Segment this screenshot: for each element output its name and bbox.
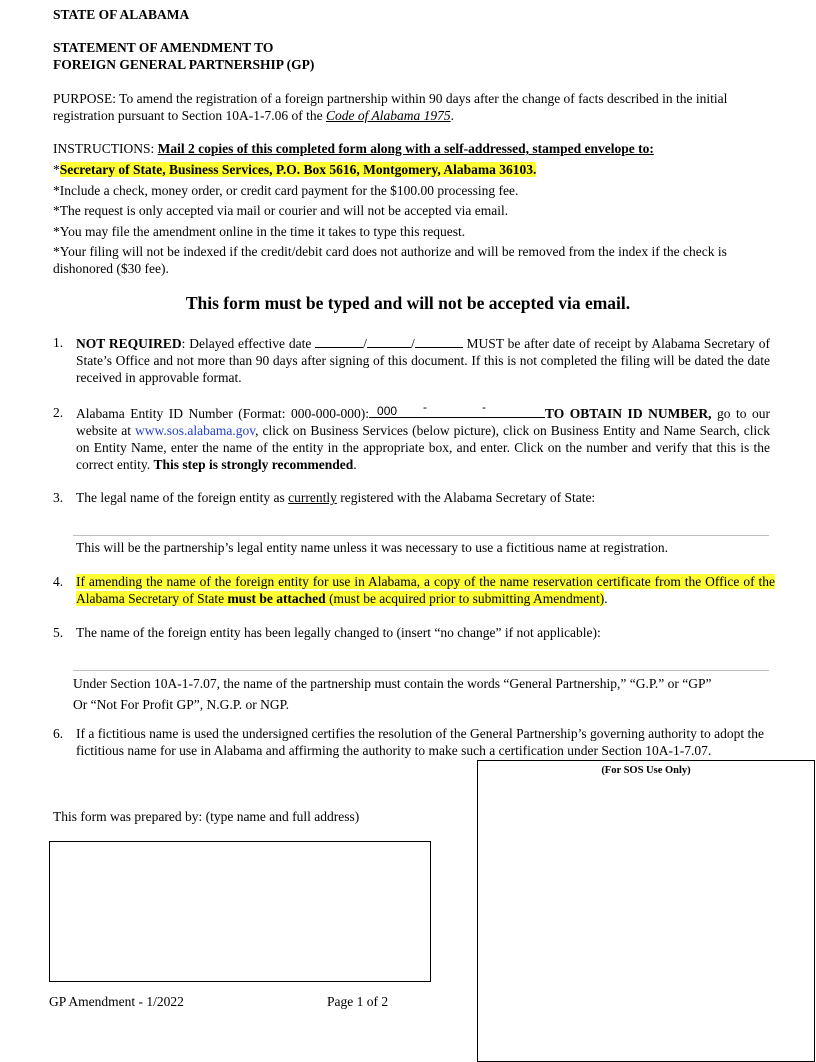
date-slash: / — [410, 336, 415, 351]
form-title-line2: FOREIGN GENERAL PARTNERSHIP (GP) — [53, 57, 315, 72]
prepared-by-input-box[interactable] — [49, 841, 431, 982]
instruction-bullet: *Include a check, money order, or credit card payment for the $100.00 processing fee. — [53, 183, 519, 198]
purpose-text-end: . — [450, 108, 454, 123]
purpose-text: PURPOSE: To amend the registration of a foreign partnership within 90 days after the change of facts described in the initial registration pursuant to Section 10A-1-7.06 of the — [53, 91, 728, 123]
instruction-bullet: *The request is only accepted via mail or courier and will not be accepted via email. — [53, 203, 509, 218]
item1-text-continued: MUST be after date of receipt by Alabama Secretary of State’s Office and not more than 90 days after signing of this document. If this is not completed the filing will be dated the date received in approvable format. — [76, 336, 770, 385]
instruction-bullet: *You may file the amendment online in the time it takes to type this request. — [53, 224, 466, 239]
form-version-footer: GP Amendment - 1/2022 — [49, 994, 184, 1009]
entity-id-dash: - — [482, 400, 487, 414]
item3-text-continued: registered with the Alabama Secretary of State: — [336, 490, 596, 505]
entity-id-dash: - — [423, 400, 428, 414]
naming-rule-note-line1: Under Section 10A-1-7.07, the name of the partnership must contain the words “General Partnership,” “G.P.” or “GP” — [73, 676, 712, 691]
must-be-attached-text: must be attached — [227, 591, 326, 606]
code-of-alabama-reference: Code of Alabama 1975 — [325, 108, 451, 123]
legal-name-field[interactable] — [73, 535, 769, 536]
item6-text: If a fictitious name is used the undersigned certifies the resolution of the General Partnership’s governing authority to adopt the fictitious name for use in Alabama and affirming the authority to make such a certification under Section 10A-1-7.07. — [76, 726, 764, 758]
item-number: 4. — [53, 574, 64, 589]
address-asterisk: * — [53, 162, 60, 177]
state-heading: STATE OF ALABAMA — [53, 7, 190, 22]
instructions-label: INSTRUCTIONS: — [53, 141, 158, 156]
instructions-mail-text: Mail 2 copies of this completed form along with a self-addressed, stamped envelope to: — [157, 141, 654, 156]
currently-text: currently — [288, 490, 337, 505]
mailing-address: Secretary of State, Business Services, P.O. Box 5616, Montgomery, Alabama 36103. — [59, 162, 537, 177]
item1-paragraph — [76, 334, 770, 386]
item4-text-continued: (must be acquired prior to submitting Amendment) — [325, 591, 605, 606]
item4-paragraph — [76, 573, 775, 607]
purpose-paragraph — [53, 90, 765, 124]
sos-website-link[interactable]: www.sos.alabama.gov — [135, 423, 256, 438]
item3-text: The legal name of the foreign entity as — [76, 490, 289, 505]
item2-paragraph — [76, 400, 771, 473]
new-name-field[interactable] — [73, 670, 769, 671]
not-required-label: NOT REQUIRED — [76, 336, 182, 351]
naming-rule-note-line2: Or “Not For Profit GP”, N.G.P. or NGP. — [73, 697, 290, 712]
effective-date-day-field[interactable] — [367, 334, 411, 348]
item4-period: . — [604, 591, 608, 606]
item2-text-continued: , click on Business Services (below picture), click on Business Entity and Name Search, click on Entity Name, enter the name of the entity in the appropriate box, and enter. Click on the number and verify that this is the correct entity. — [76, 423, 771, 472]
item5-text: The name of the foreign entity has been legally changed to (insert “no change” if not applicable): — [76, 625, 601, 640]
entity-id-field[interactable] — [369, 400, 545, 418]
sos-use-only-box — [477, 760, 815, 1062]
obtain-id-label: TO OBTAIN ID NUMBER, — [545, 406, 712, 421]
item1-text: : Delayed effective date — [181, 336, 316, 351]
instruction-bullet: *Your filing will not be indexed if the credit/debit card does not authorize and will be removed from the index if the check is dishonored ($30 fee). — [53, 244, 727, 276]
item-number: 6. — [53, 726, 64, 741]
sos-use-only-label: (For SOS Use Only) — [601, 765, 691, 776]
instructions-line — [53, 140, 765, 157]
page-number-footer: Page 1 of 2 — [327, 994, 389, 1009]
item2-text: go to our website at — [76, 406, 770, 438]
item-number: 1. — [53, 335, 64, 350]
legal-name-note: This will be the partnership’s legal entity name unless it was necessary to use a fictitious name at registration. — [76, 540, 668, 555]
prepared-by-label: This form was prepared by: (type name and full address) — [53, 809, 360, 824]
item2-period: . — [353, 457, 357, 472]
effective-date-month-field[interactable] — [315, 334, 363, 348]
item4-text: If amending the name of the foreign entity for use in Alabama, a copy of the name reservation certificate from the Office of the Alabama Secretary of State — [76, 574, 775, 606]
item-number: 5. — [53, 625, 64, 640]
form-title-line1: STATEMENT OF AMENDMENT TO — [53, 40, 274, 55]
entity-id-label: Alabama Entity ID Number (Format: 000-000-000): — [76, 406, 370, 421]
effective-date-year-field[interactable] — [415, 334, 463, 348]
item3-paragraph — [76, 489, 770, 506]
date-slash: / — [363, 336, 367, 351]
item-number: 2. — [53, 405, 64, 420]
entity-id-prefix: 000 — [377, 404, 398, 418]
mailing-address-line — [53, 161, 765, 178]
typed-only-notice: This form must be typed and will not be accepted via email. — [185, 293, 631, 313]
item-number: 3. — [53, 490, 64, 505]
strongly-recommended-text: This step is strongly recommended — [153, 457, 354, 472]
